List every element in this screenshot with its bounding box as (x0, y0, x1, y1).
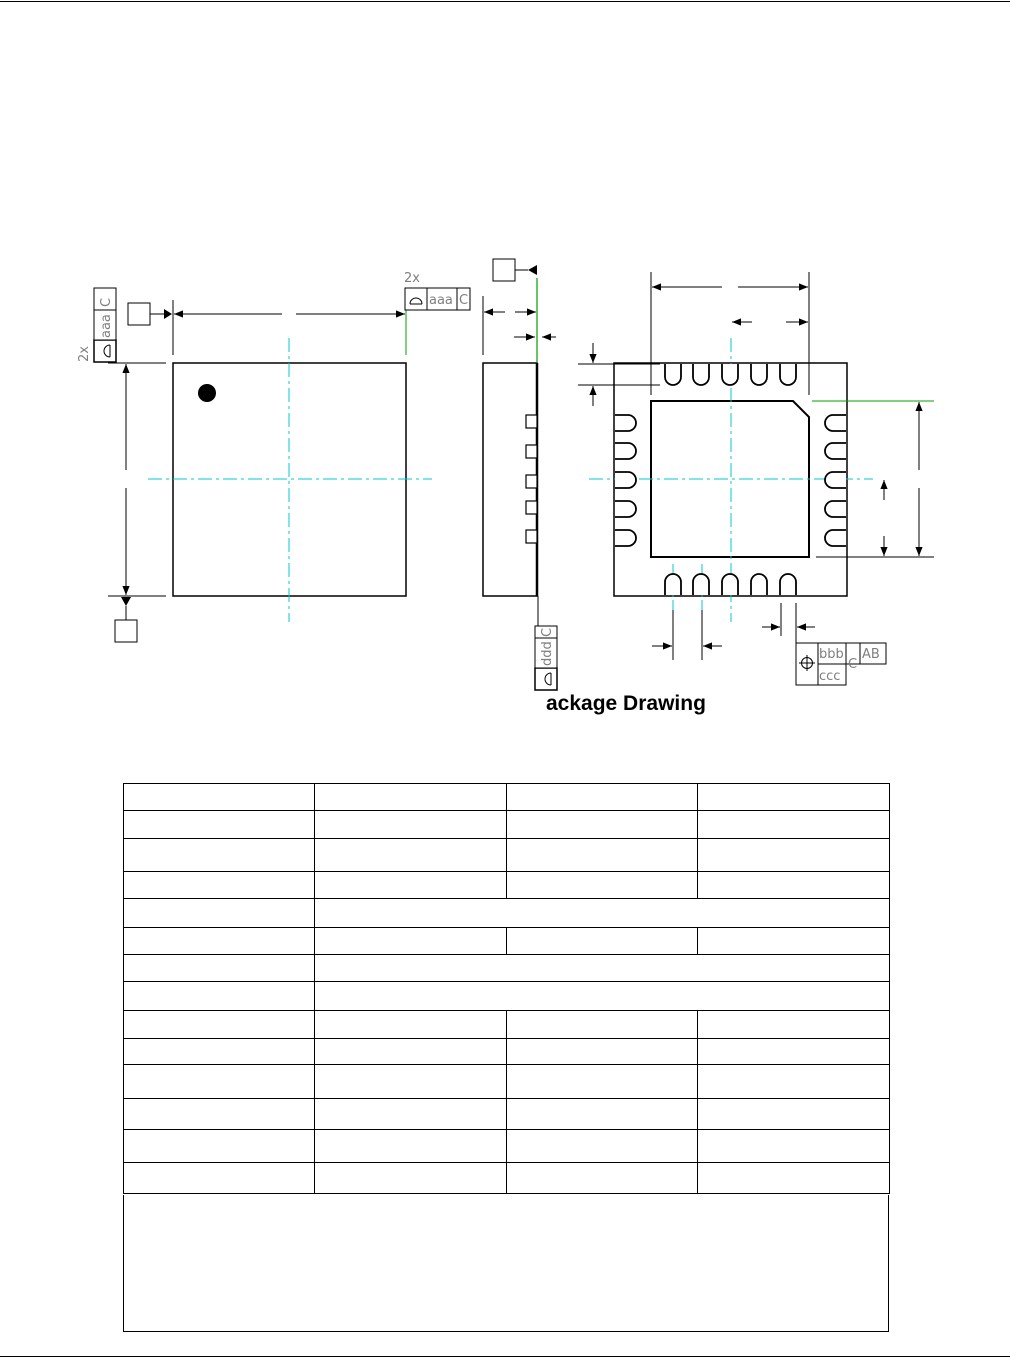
table-row (124, 982, 890, 1011)
pad (693, 364, 709, 385)
top-callout-symbol-cell (405, 288, 427, 310)
table-cell (507, 1099, 698, 1130)
top-callout-aaa: aaa (429, 293, 453, 308)
table-row (124, 1011, 890, 1039)
datum-c-triangle (528, 265, 537, 275)
table-row (124, 811, 890, 839)
table-row (124, 872, 890, 899)
pad (751, 574, 767, 595)
table-cell (698, 839, 890, 872)
table-cell (124, 839, 315, 872)
table-row (124, 784, 890, 811)
pad (615, 415, 636, 431)
top-view (77, 271, 470, 642)
table-row (124, 899, 890, 928)
table-cell (507, 839, 698, 872)
side-lead (526, 501, 537, 514)
pad (780, 574, 796, 595)
table-cell (507, 1011, 698, 1039)
table-row (124, 839, 890, 872)
table-cell (507, 1130, 698, 1163)
table-cell (124, 982, 315, 1011)
left-callout-aaa: aaa (99, 314, 114, 338)
table-cell (315, 1163, 507, 1194)
table-cell (124, 955, 315, 982)
table-cell (124, 1163, 315, 1194)
table-cell (124, 928, 315, 955)
side-lead (526, 530, 537, 543)
table-row (124, 928, 890, 955)
table-row (124, 1163, 890, 1194)
table-cell-merged (315, 982, 890, 1011)
pad (825, 415, 846, 431)
top-callout-repeat: 2x (404, 271, 420, 286)
datum-box-b (115, 620, 137, 642)
datum-box-c (493, 259, 515, 281)
table-cell (698, 1039, 890, 1065)
table-cell (507, 1039, 698, 1065)
pad (722, 364, 738, 385)
table-cell (507, 811, 698, 839)
left-callout-datum: C (99, 297, 114, 307)
table-row (124, 1099, 890, 1130)
table-cell (124, 1130, 315, 1163)
table-cell (507, 784, 698, 811)
side-lead (526, 415, 537, 428)
table-row (124, 955, 890, 982)
table-cell (315, 1065, 507, 1099)
table-cell (315, 1130, 507, 1163)
table-notes (123, 1195, 889, 1332)
table-cell (698, 784, 890, 811)
table-cell (698, 1130, 890, 1163)
left-callout (77, 288, 116, 362)
figure-caption: ackage Drawing (546, 692, 706, 715)
pad (722, 574, 738, 595)
datum-a-triangle (164, 309, 172, 319)
datum-box-a (128, 303, 150, 325)
table-cell (315, 1039, 507, 1065)
table-cell (124, 1099, 315, 1130)
table-cell (698, 872, 890, 899)
pad (780, 364, 796, 385)
table-cell (698, 1099, 890, 1130)
pad (665, 574, 681, 595)
pad (693, 574, 709, 595)
table-cell (315, 811, 507, 839)
top-callout-datum: C (459, 293, 469, 308)
pad (825, 501, 846, 517)
pad (615, 530, 636, 546)
table-cell (507, 872, 698, 899)
pad (615, 501, 636, 517)
side-callout-ddd: ddd (540, 641, 555, 666)
table-cell-merged (315, 899, 890, 928)
side-callout (535, 626, 557, 690)
table-cell (315, 784, 507, 811)
table-cell (315, 872, 507, 899)
table-cell (124, 811, 315, 839)
table-cell (507, 928, 698, 955)
table-cell (124, 872, 315, 899)
table-cell (698, 1011, 890, 1039)
table-cell (698, 928, 890, 955)
pad (825, 443, 846, 459)
table-cell (124, 1039, 315, 1065)
side-view (483, 259, 557, 690)
table-row (124, 1130, 890, 1163)
table-cell (124, 1065, 315, 1099)
table-cell (315, 1011, 507, 1039)
table-cell (315, 1099, 507, 1130)
pad (751, 364, 767, 385)
position-callout-bbb: bbb (819, 647, 844, 662)
bottom-view (578, 272, 934, 685)
pad (615, 472, 636, 488)
table-cell (315, 928, 507, 955)
position-callout-c-modifier: C (848, 657, 858, 672)
pad (825, 472, 846, 488)
table-cell (315, 839, 507, 872)
table-cell (124, 899, 315, 928)
side-lead (526, 445, 537, 458)
pad (825, 530, 846, 546)
left-callout-repeat: 2x (77, 346, 92, 362)
table-cell (698, 811, 890, 839)
table-cell (124, 784, 315, 811)
table-row (124, 1039, 890, 1065)
table-cell (124, 1011, 315, 1039)
pin1-marker-dot (198, 384, 216, 402)
dimension-table (123, 783, 890, 1194)
side-callout-datum: C (540, 627, 555, 637)
pad (615, 443, 636, 459)
table-cell (507, 1163, 698, 1194)
table-cell (698, 1163, 890, 1194)
position-callout-ccc: ccc (819, 669, 841, 684)
pad (665, 364, 681, 385)
datum-b-triangle (121, 597, 131, 606)
table-cell-merged (315, 955, 890, 982)
position-callout-datums: AB (862, 647, 880, 662)
table-cell (698, 1065, 890, 1099)
table-row (124, 1065, 890, 1099)
table-cell (507, 1065, 698, 1099)
side-lead (526, 475, 537, 488)
bottom-rule (0, 1356, 1010, 1357)
